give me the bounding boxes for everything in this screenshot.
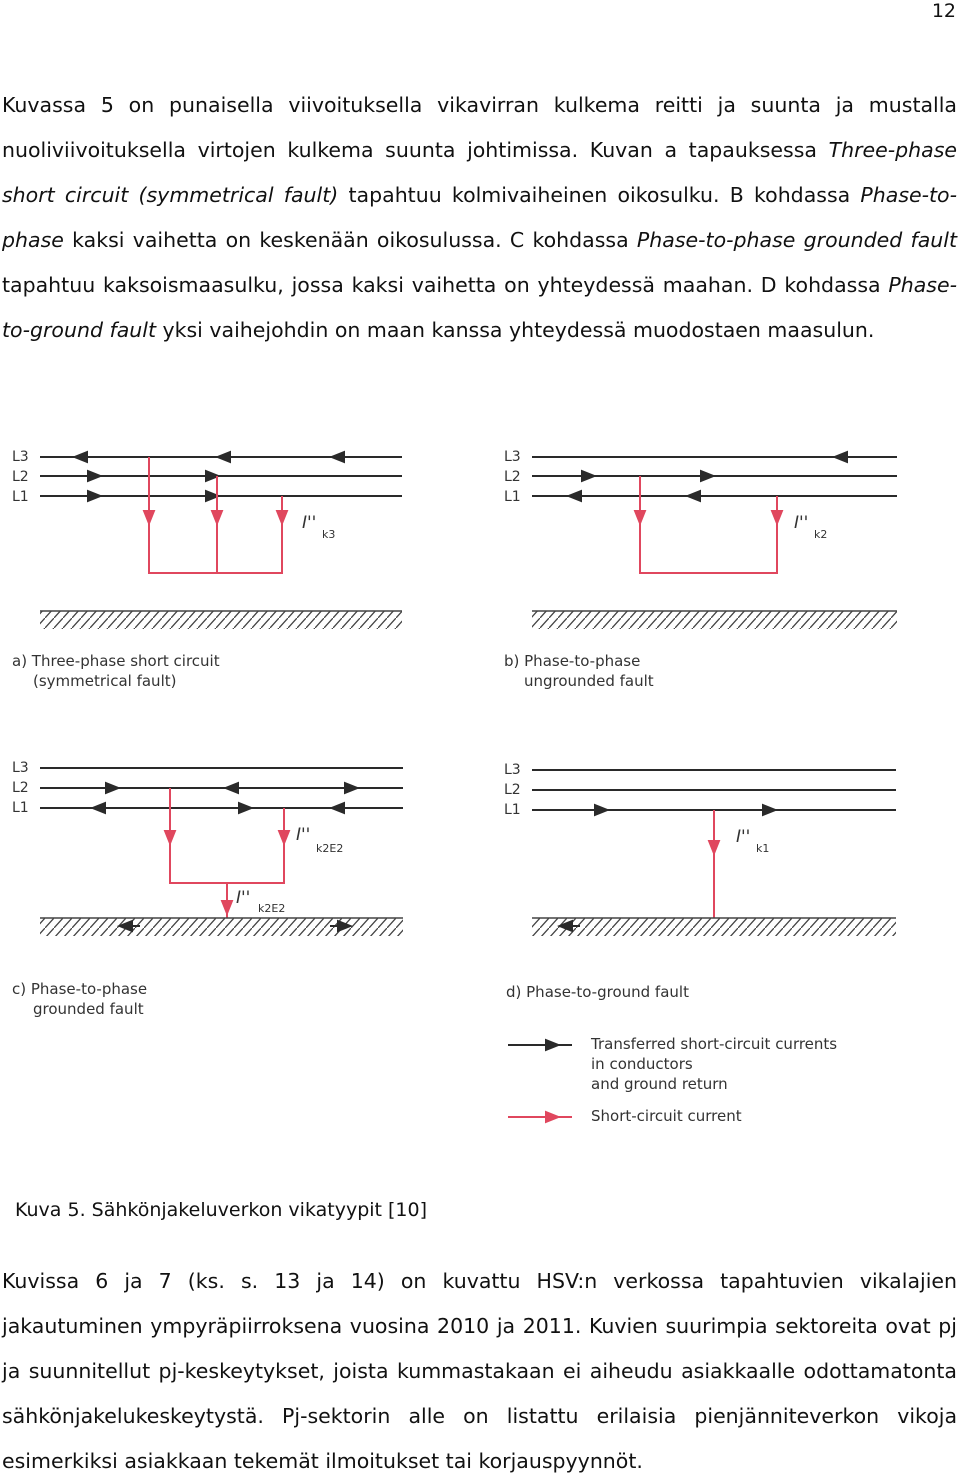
para1-italic-4: Phase-to-ground fault [2, 273, 957, 342]
fault-path-a [149, 457, 282, 573]
current-sub-c2: k2E2 [258, 902, 286, 915]
fault-path-c [170, 788, 284, 883]
ground-hatch-b [532, 611, 897, 629]
figure-caption: Kuva 5. Sähkönjakeluverkon vikatyypit [10] [15, 1199, 428, 1221]
para1-text-5: yksi vaihejohdin on maan kanssa yhteydessä muodostaen maasulun. [155, 318, 875, 342]
current-sub-b: k2 [814, 528, 828, 541]
fault-path-b [640, 476, 777, 573]
ground-hatch-d [532, 918, 896, 936]
current-sub-a: k3 [322, 528, 336, 541]
paragraph-intro [2, 83, 957, 353]
caption-a-line2: (symmetrical fault) [33, 672, 177, 690]
panel-b [504, 449, 897, 690]
caption-c-line2: grounded fault [33, 1000, 144, 1018]
para1-italic-3: Phase-to-phase grounded fault [636, 228, 957, 252]
legend [508, 1035, 837, 1125]
legend-red-label: Short-circuit current [591, 1107, 742, 1125]
panel-d [504, 762, 896, 1001]
page-number: 12 [931, 0, 956, 22]
panel-a [12, 449, 402, 690]
current-symbol-d: I'' [736, 827, 751, 847]
label-l1: L1 [12, 800, 29, 816]
paragraph-followup: Kuvissa 6 ja 7 (ks. s. 13 ja 14) on kuvattu HSV:n verkossa tapahtuvien vikalajien jakautuminen ympyräpiirroksena vuosina 2010 ja 2011. Kuvien suurimpia sektoreita ovat pj ja suunnitellut pj-keskeytykset, joista kummastakaan ei aiheudu asiakkaalle odottamatonta sähkönjakelukeskeytystä. Pj-sektorin alle on listattu erilaisia pienjänniteverkon vikoja esimerkiksi asiakkaan tekemät ilmoitukset tai korjauspyynnöt. [2, 1269, 957, 1473]
para1-text-4: tapahtuu kaksoismaasulku, jossa kaksi vaihetta on yhteydessä maahan. D kohdassa [2, 273, 889, 297]
para1-italic-2: Phase-to-phase [2, 183, 957, 252]
ground-hatch-c [40, 918, 403, 936]
fault-types-diagram [0, 428, 960, 1138]
label-l2: L2 [12, 780, 29, 796]
ground-hatch-a [40, 611, 402, 629]
label-l1: L1 [504, 489, 521, 505]
label-l1: L1 [504, 802, 521, 818]
current-symbol-b: I'' [794, 513, 809, 533]
legend-black-line3: and ground return [591, 1075, 728, 1093]
current-sub-c1: k2E2 [316, 842, 344, 855]
legend-black-line2: in conductors [591, 1055, 693, 1073]
current-sub-d: k1 [756, 842, 770, 855]
label-l2: L2 [504, 469, 521, 485]
para1-text-1: Kuvassa 5 on punaisella viivoituksella vikavirran kulkema reitti ja suunta ja mustalla nuoliviivoituksella virtojen kulkema suunta johtimissa. Kuvan a tapauksessa [2, 93, 957, 162]
label-l2: L2 [504, 782, 521, 798]
label-l1: L1 [12, 489, 29, 505]
fault-types-figure [0, 428, 960, 1138]
para1-italic-1: Three-phase short circuit (symmetrical fault) [2, 138, 957, 207]
panel-c [12, 760, 403, 1018]
para1-text-3: kaksi vaihetta on keskenään oikosulussa. C kohdassa [63, 228, 637, 252]
caption-b-line2: ungrounded fault [524, 672, 654, 690]
label-l3: L3 [12, 760, 29, 776]
label-l3: L3 [504, 762, 521, 778]
label-l3: L3 [504, 449, 521, 465]
legend-black-line1: Transferred short-circuit currents [591, 1035, 838, 1053]
current-symbol-c2: I'' [236, 888, 251, 908]
caption-d-line1: d) Phase-to-ground fault [506, 983, 689, 1001]
caption-b-line1: b) Phase-to-phase [504, 652, 641, 670]
caption-c-line1: c) Phase-to-phase [12, 980, 148, 998]
label-l2: L2 [12, 469, 29, 485]
current-symbol-c1: I'' [296, 825, 311, 845]
current-symbol-a: I'' [302, 513, 317, 533]
caption-a-line1: a) Three-phase short circuit [12, 652, 220, 670]
label-l3: L3 [12, 449, 29, 465]
para1-text-2: tapahtuu kolmivaiheinen oikosulku. B kohdassa [338, 183, 861, 207]
